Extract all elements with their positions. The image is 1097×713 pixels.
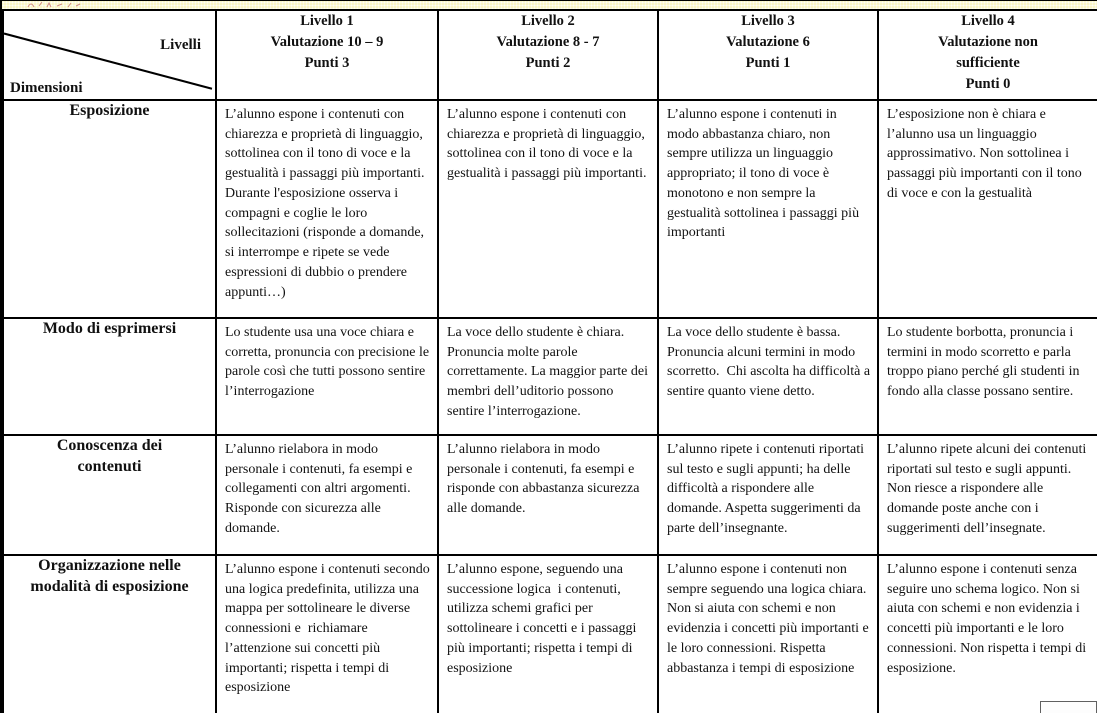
- header-line: Valutazione 10 – 9: [270, 34, 384, 51]
- header-line: Punti 1: [745, 55, 791, 72]
- header-line: Livello 2: [521, 13, 575, 29]
- header-line: Punti 3: [304, 55, 350, 72]
- rubric-cell: L’alunno espone i contenuti con chiarezza e proprietà di linguaggio, sottolinea con il tono di voce e la gestualità i passaggi più importanti. Durante l'esposizione osserva i compagni e coglie le loro sollecitazioni (risponde a domande, si interrompe e ripete se vede espressioni di dubbio o prendere appunti…): [216, 100, 438, 318]
- row-label-organizzazione: Organizzazione nelle modalità di esposizione: [3, 555, 216, 713]
- rubric-cell: L’alunno espone i contenuti secondo una logica predefinita, utilizza una mappa per sottolineare le diverse connessioni e richiamare l’attenzione sui concetti più importanti; rispetta i tempi di esposizione: [216, 555, 438, 713]
- rubric-cell: L’alunno rielabora in modo personale i contenuti, fa esempi e risponde con abbastanza sicurezza alle domande.: [438, 435, 658, 555]
- rubric-cell: L’alunno espone i contenuti in modo abbastanza chiaro, non sempre utilizza un linguaggio appropriato; il tono di voce è monotono e non sempre la gestualità sottolinea i passaggi più importanti: [658, 100, 878, 318]
- header-line: Livello 3: [741, 13, 795, 29]
- rubric-cell: L’esposizione non è chiara e l’alunno usa un linguaggio approssimativo. Non sottolinea i passaggi più importanti con il tono di voce e con la gestualità: [878, 100, 1097, 318]
- rubric-cell: L’alunno espone i contenuti con chiarezza e proprietà di linguaggio, sottolinea con il tono di voce e la gestualità i passaggi più importanti.: [438, 100, 658, 318]
- row-label-conoscenza-dei-contenuti: Conoscenza dei contenuti: [3, 435, 216, 555]
- rubric-cell: Lo studente usa una voce chiara e corretta, pronuncia con precisione le parole così che tutti possono sentire l’interrogazione: [216, 318, 438, 435]
- rubric-table: [2, 9, 1097, 713]
- header-line: Valutazione 6: [726, 34, 810, 51]
- header-row: [3, 10, 1097, 100]
- table-row-conoscenza-dei-contenuti: [3, 435, 1097, 555]
- table-row-organizzazione: [3, 555, 1097, 713]
- top-strip: [2, 0, 1097, 9]
- header-line: Livello 4: [961, 13, 1015, 29]
- table-row-esposizione: [3, 100, 1097, 318]
- rubric-cell: Lo studente borbotta, pronuncia i termini in modo scorretto e parla troppo piano perché gli studenti in fondo alla classe possano sentire.: [878, 318, 1097, 435]
- rubric-cell: L’alunno espone i contenuti non sempre seguendo una logica chiara. Non si aiuta con schemi e non evidenzia i concetti più importanti e le loro connessioni. Rispetta abbastanza i tempi di esposizione: [658, 555, 878, 713]
- rubric-cell: L’alunno ripete alcuni dei contenuti riportati sul testo e sugli appunti. Non riesce a rispondere alle domande poste anche con i suggerimenti dell’insegnate.: [878, 435, 1097, 555]
- header-line: Punti 2: [525, 55, 571, 72]
- rubric-cell: L’alunno ripete i contenuti riportati sul testo e sugli appunti; ha delle difficoltà a rispondere alle domande. Aspetta suggerimenti da parte dell’insegnante.: [658, 435, 878, 555]
- bottom-right-partial-box: [1040, 701, 1097, 713]
- corner-label-dimensioni: Dimensioni: [10, 80, 83, 96]
- rubric-cell: L’alunno espone, seguendo una successione logica i contenuti, utilizza schemi grafici per sottolineare i concetti e i passaggi più importanti; rispetta i tempi di esposizione: [438, 555, 658, 713]
- row-label-modo-di-esprimersi: Modo di esprimersi: [3, 318, 216, 435]
- column-header-livello-2: [438, 10, 658, 100]
- header-line: Valutazione 8 - 7: [496, 34, 600, 51]
- header-line: Punti 0: [965, 76, 1011, 93]
- table-row-modo-di-esprimersi: [3, 318, 1097, 435]
- corner-cell: [3, 10, 216, 100]
- row-label-esposizione: Esposizione: [3, 100, 216, 318]
- rubric-cell: L’alunno rielabora in modo personale i contenuti, fa esempi e collegamenti con altri argomenti. Risponde con sicurezza alle domande.: [216, 435, 438, 555]
- column-header-livello-1: [216, 10, 438, 100]
- column-header-livello-3: [658, 10, 878, 100]
- rubric-cell: L’alunno espone i contenuti senza seguire uno schema logico. Non si aiuta con schemi e non evidenzia i concetti più importanti e le loro connessioni. Non rispetta i tempi di esposizione.: [878, 555, 1097, 713]
- header-line: Valutazione non sufficiente: [938, 34, 1038, 72]
- corner-label-livelli: Livelli: [160, 37, 201, 53]
- rubric-cell: La voce dello studente è chiara. Pronuncia molte parole correttamente. La maggior parte dei membri dell’uditorio possono sentire l’interrogazione.: [438, 318, 658, 435]
- rubric-cell: La voce dello studente è bassa. Pronuncia alcuni termini in modo scorretto. Chi ascolta ha difficoltà a sentire quanto viene detto.: [658, 318, 878, 435]
- header-line: Livello 1: [300, 13, 354, 29]
- column-header-livello-4: [878, 10, 1097, 100]
- cropped-red-marks: [26, 1, 86, 9]
